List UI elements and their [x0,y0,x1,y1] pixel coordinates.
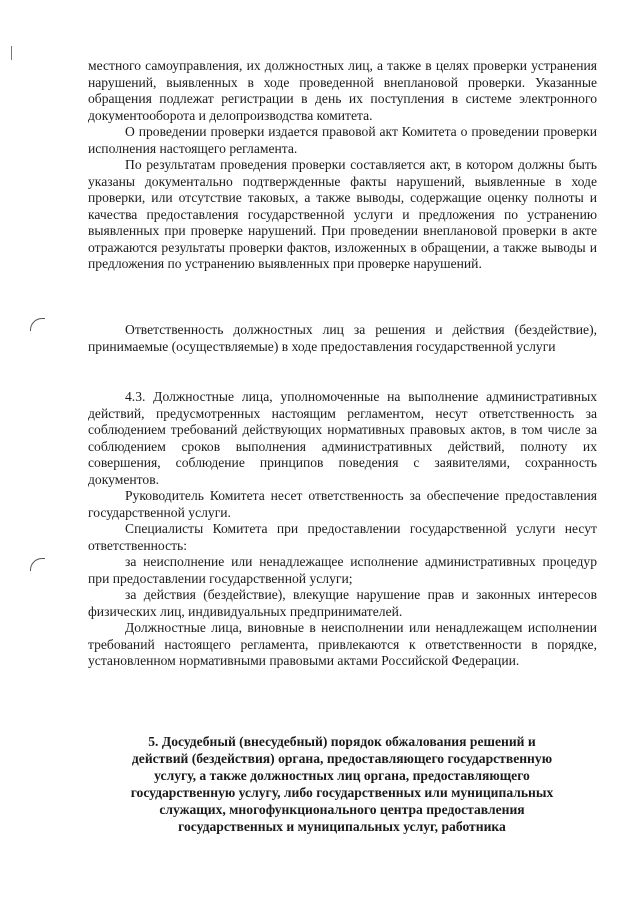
paragraph-rights-violation: за действия (бездействие), влекущие нарушение прав и законных интересов физических лиц, индивидуальных предпринимателей. [88,587,597,619]
paragraph-liability: Должностные лица, виновные в неисполнении или ненадлежащем исполнении требований настоящего регламента, привлекаются к ответственности в порядке, установленном нормативными правовыми актами Российской Федерации. [88,620,597,668]
paragraph-4-3: 4.3. Должностные лица, уполномоченные на выполнение административных действий, предусмотренных настоящим регламентом, несут ответственность за соблюдением требований действующих нормативных правовых актов, в том числе за соблюдением сроков выполнения административных действий, полноту их совершения, соблюдение принципов поведения с заявителями, сохранность документов. [88,389,597,487]
chapter-heading-line: действий (бездействия) органа, предоставляющего государственную [131,751,553,766]
paragraph-specialists: Специалисты Комитета при предоставлении государственной услуги несут ответственность: [88,521,597,553]
chapter-heading-line: государственных и муниципальных услуг, работника [178,819,506,834]
chapter-heading-line: служащих, многофункционального центра предоставления [159,802,525,817]
chapter-heading-line: услугу, а также должностных лиц органа, предоставляющего [154,768,530,783]
subsection-heading: Ответственность должностных лиц за решения и действия (бездействие), принимаемые (осуществляемые) в ходе предоставления государственной услуги [88,322,597,354]
binding-hole-mark-top [30,318,45,331]
intro-paragraph-continuation: местного самоуправления, их должностных лиц, а также в целях проверки устранения нарушений, выявленных в ходе проведенной внеплановой проверки. Указанные обращения подлежат регистрации в день их поступления в системе электронного документооборота и делопроизводства комитета. [88,58,597,123]
paragraph-nonperformance: за неисполнение или ненадлежащее исполнение административных процедур при предоставлении государственной услуги; [88,554,597,586]
chapter-heading-line: 5. Досудебный (внесудебный) порядок обжалования решений и [148,734,536,749]
responsibility-text [88,389,597,670]
binding-hole-mark-bottom [30,558,45,571]
paragraph-head-responsibility: Руководитель Комитета несет ответственность за обеспечение предоставления государственной услуги. [88,488,597,520]
intro-paragraph-order: О проведении проверки издается правовой акт Комитета о проведении проверки исполнения настоящего регламента. [88,124,597,156]
intro-paragraph-act: По результатам проведения проверки составляется акт, в котором должны быть указаны документально подтвержденные факты нарушений, выявленные в ходе проверки, или отсутствие таковых, а также выводы, содержащие оценку полноты и качества предоставления государственной услуги и предложения по устранению выявленных при проверке нарушений. При проведении внеплановой проверки в акте отражаются результаты проверки фактов, изложенных в обращении, а также выводы и предложения по устранению выявленных при проверке нарушений. [88,157,597,271]
chapter-heading-line: государственную услугу, либо государственных или муниципальных [130,785,554,800]
intro-text [88,58,597,273]
chapter-5-heading [92,733,592,835]
scan-edge-mark [11,46,12,60]
